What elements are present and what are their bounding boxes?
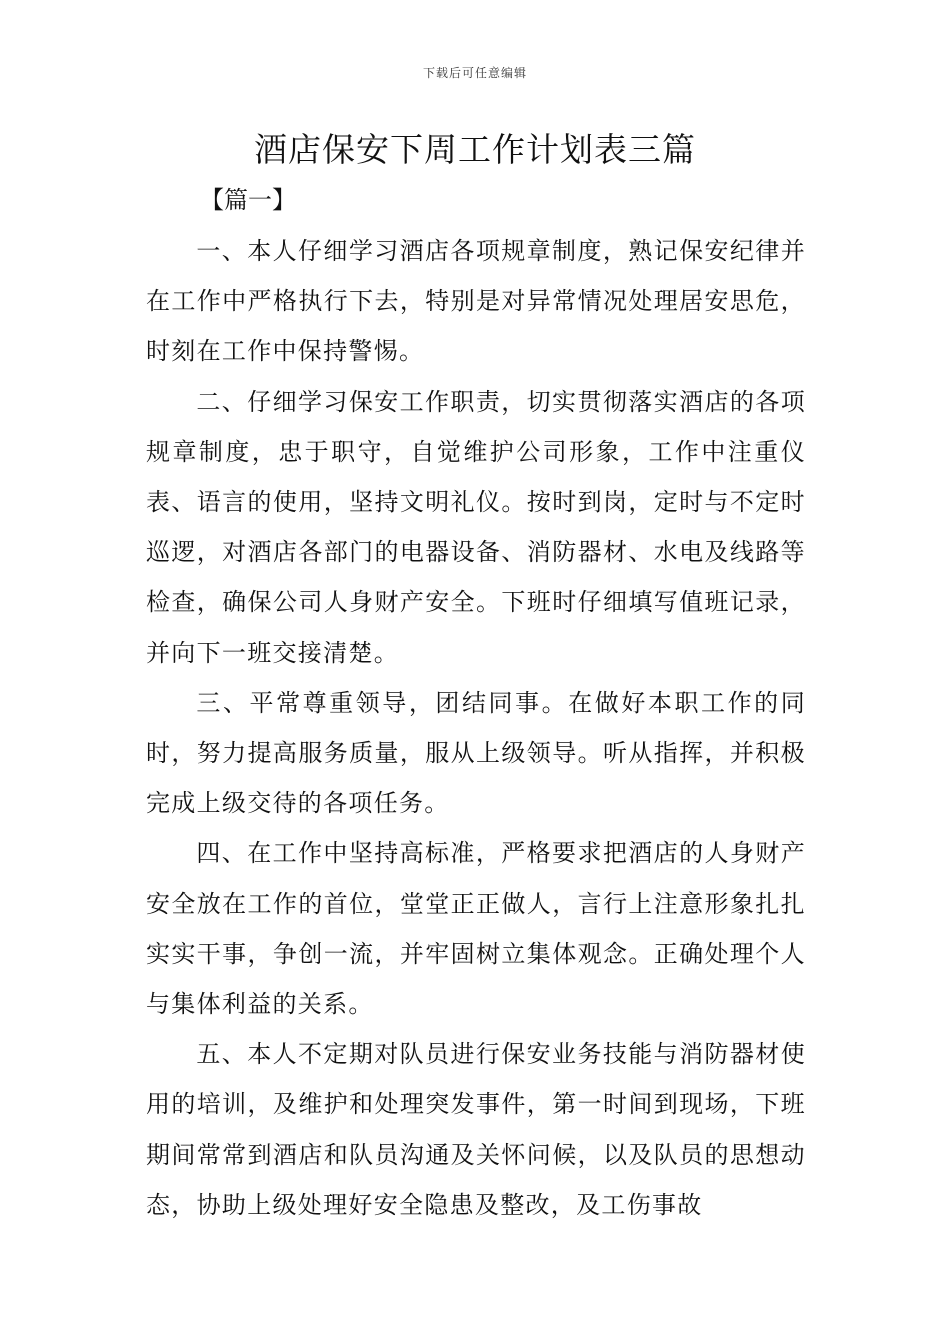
page-header-note: 下载后可任意编辑 bbox=[422, 66, 527, 80]
section-label: 【篇一】 bbox=[200, 186, 296, 214]
paragraph-5: 五、本人不定期对队员进行保安业务技能与消防器材使用的培训，及维护和处理突发事件，第一时间到现场，下班期间常常到酒店和队员沟通及关怀问候，以及队员的思想动态，协助上级处理好安全隐患及整改，及工伤事故 bbox=[146, 1040, 806, 1219]
paragraph-3: 三、平常尊重领导，团结同事。在做好本职工作的同时，努力提高服务质量，服从上级领导。听从指挥，并积极完成上级交待的各项任务。 bbox=[146, 688, 806, 818]
paragraph-4: 四、在工作中坚持高标准，严格要求把酒店的人身财产安全放在工作的首位，堂堂正正做人，言行上注意形象扎扎实实干事，争创一流，并牢固树立集体观念。正确处理个人与集体利益的关系。 bbox=[146, 839, 806, 1019]
paragraph-2: 二、仔细学习保安工作职责，切实贯彻落实酒店的各项规章制度，忠于职守，自觉维护公司形象，工作中注重仪表、语言的使用，坚持文明礼仪。按时到岗，定时与不定时巡逻，对酒店各部门的电器设备、消防器材、水电及线路等检查，确保公司人身财产安全。下班时仔细填写值班记录，并向下一班交接清楚。 bbox=[146, 387, 806, 667]
document-title: 酒店保安下周工作计划表三篇 bbox=[254, 130, 696, 169]
document-body bbox=[146, 226, 806, 1230]
paragraph-1: 一、本人仔细学习酒店各项规章制度，熟记保安纪律并在工作中严格执行下去，特别是对异常情况处理居安思危，时刻在工作中保持警惕。 bbox=[146, 237, 806, 366]
